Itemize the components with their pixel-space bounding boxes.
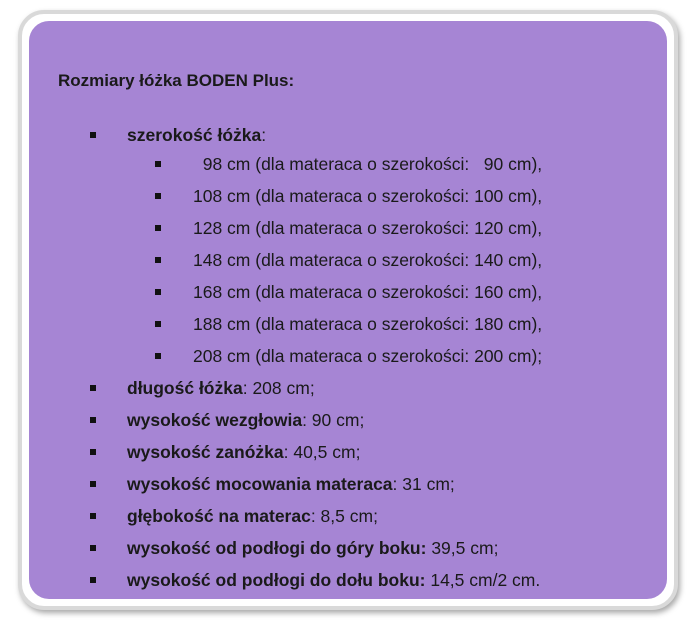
- item-label: długość łóżka: [127, 378, 243, 398]
- bullet-footboard: [90, 449, 96, 455]
- item-footboard: [127, 442, 360, 462]
- card-title: Rozmiary łóżka BODEN Plus:: [58, 71, 295, 90]
- bullet-side-top: [90, 545, 96, 551]
- sub-bullet: [155, 193, 161, 199]
- item-mattress-mount: [127, 474, 455, 494]
- item-value: : 31 cm;: [392, 474, 455, 494]
- item-side-bottom: [127, 570, 540, 590]
- item-label: wysokość zanóżka: [127, 442, 284, 462]
- sub-bullet: [155, 289, 161, 295]
- item-label: wysokość mocowania materaca: [127, 474, 393, 494]
- item-label: wysokość od podłogi do góry boku:: [127, 538, 427, 558]
- bullet-mattress-mount: [90, 481, 96, 487]
- bullet-length: [90, 385, 96, 391]
- item-headboard: [127, 410, 364, 430]
- width-size-4: 168 cm (dla materaca o szerokości: 160 cm),: [193, 282, 543, 302]
- item-label: wysokość od podłogi do dołu boku:: [127, 570, 426, 590]
- sub-bullet: [155, 321, 161, 327]
- width-suffix: :: [261, 125, 267, 145]
- sub-bullet: [155, 161, 161, 167]
- width-size-5: 188 cm (dla materaca o szerokości: 180 cm),: [193, 314, 543, 334]
- sub-bullet: [155, 257, 161, 263]
- bullet-mattress-depth: [90, 513, 96, 519]
- width-label: szerokość łóżka: [127, 125, 262, 145]
- sub-bullet: [155, 225, 161, 231]
- width-size-2: 128 cm (dla materaca o szerokości: 120 cm),: [193, 218, 543, 238]
- item-value: : 40,5 cm;: [283, 442, 361, 462]
- width-heading: [127, 125, 266, 145]
- card-panel: [29, 21, 667, 599]
- item-mattress-depth: [127, 506, 378, 526]
- bullet-side-bottom: [90, 577, 96, 583]
- sub-bullet: [155, 353, 161, 359]
- item-value: 39,5 cm;: [426, 538, 499, 558]
- width-size-6: 208 cm (dla materaca o szerokości: 200 cm);: [193, 346, 543, 366]
- item-value: : 8,5 cm;: [310, 506, 378, 526]
- info-card: [18, 10, 678, 610]
- item-length: [127, 378, 315, 398]
- item-label: wysokość wezgłowia: [127, 410, 303, 430]
- bullet-headboard: [90, 417, 96, 423]
- item-value: : 90 cm;: [302, 410, 365, 430]
- width-size-0: 98 cm (dla materaca o szerokości: 90 cm),: [193, 154, 543, 174]
- item-side-top: [127, 538, 498, 558]
- item-label: głębokość na materac: [127, 506, 311, 526]
- width-size-3: 148 cm (dla materaca o szerokości: 140 cm),: [193, 250, 543, 270]
- item-value: 14,5 cm/2 cm.: [425, 570, 541, 590]
- item-value: : 208 cm;: [242, 378, 315, 398]
- width-size-1: 108 cm (dla materaca o szerokości: 100 cm),: [193, 186, 543, 206]
- bullet-width: [90, 132, 96, 138]
